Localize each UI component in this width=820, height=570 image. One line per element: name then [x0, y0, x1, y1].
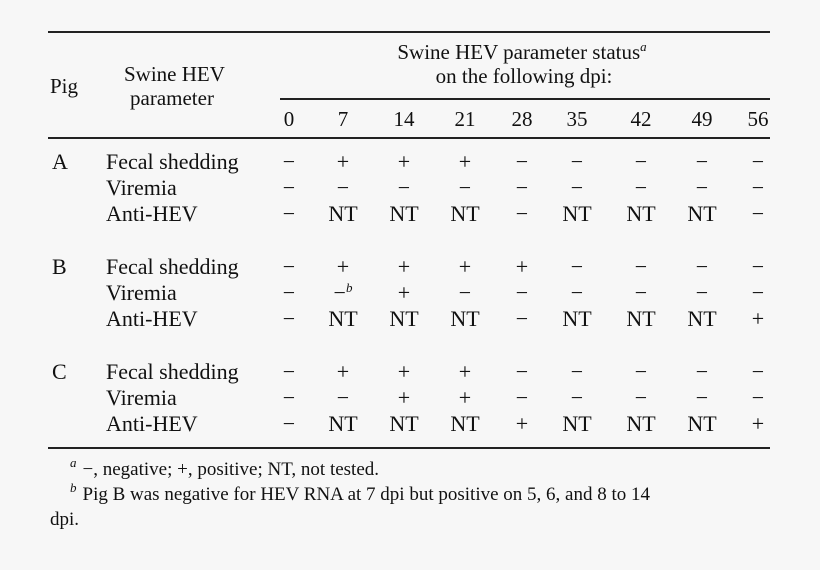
table-cell — [398, 176, 410, 200]
dpi-header-cell: 28 — [511, 107, 533, 131]
dpi-header-cell: 21 — [454, 107, 476, 131]
table-cell — [337, 360, 349, 384]
cell-value: − — [695, 385, 709, 410]
table-cell — [283, 386, 295, 410]
table-cell — [562, 202, 591, 226]
table-cell — [571, 281, 583, 305]
cell-value: + — [397, 280, 411, 305]
cell-value: − — [751, 359, 765, 384]
cell-value: NT — [450, 411, 480, 436]
table-cell — [571, 386, 583, 410]
table-cell — [459, 386, 471, 410]
table-cell — [752, 360, 764, 384]
cell-value: + — [336, 149, 350, 174]
cell-value: − — [751, 175, 765, 200]
cell-value: − — [570, 385, 584, 410]
header-parameter-line1: Swine HEV — [124, 62, 225, 86]
table-cell — [283, 281, 295, 305]
table-cell — [328, 412, 357, 436]
table-cell — [334, 281, 353, 308]
cell-value: − — [515, 306, 529, 331]
pig-label: A — [52, 149, 68, 174]
top-rule — [48, 31, 770, 33]
table-cell — [571, 360, 583, 384]
header-parameter-line2: parameter — [130, 86, 214, 110]
table-cell — [328, 202, 357, 226]
table-cell — [459, 255, 471, 279]
cell-value: NT — [687, 201, 717, 226]
parameter-label: Viremia — [106, 175, 177, 200]
cell-value: − — [751, 149, 765, 174]
table-cell — [635, 360, 647, 384]
table-cell — [398, 281, 410, 305]
cell-value: NT — [687, 411, 717, 436]
table-cell — [696, 176, 708, 200]
table-cell — [328, 307, 357, 331]
cell-value: − — [515, 175, 529, 200]
cell-value: + — [336, 254, 350, 279]
footnote — [70, 455, 380, 483]
cell-value: − — [333, 280, 346, 305]
cell-value: NT — [389, 411, 419, 436]
cell-value: + — [751, 411, 765, 436]
parameter-label: Anti-HEV — [106, 201, 198, 226]
cell-value: NT — [389, 306, 419, 331]
cell-value: + — [336, 359, 350, 384]
parameter-label: Anti-HEV — [106, 306, 198, 331]
table-cell — [696, 255, 708, 279]
table-cell — [626, 412, 655, 436]
table-cell — [635, 386, 647, 410]
dpi-header-cell: 14 — [393, 107, 415, 131]
table-cell — [635, 281, 647, 305]
status-rule — [280, 98, 770, 100]
cell-value: − — [570, 149, 584, 174]
table-cell — [283, 202, 295, 226]
footnote — [70, 480, 650, 508]
cell-value: − — [634, 149, 648, 174]
table-cell — [459, 360, 471, 384]
table-cell — [562, 307, 591, 331]
header-status-line1: Swine HEV parameter status$^a$ — [397, 39, 647, 64]
cell-value: NT — [389, 201, 419, 226]
table-cell — [283, 255, 295, 279]
table-cell — [398, 386, 410, 410]
parameter-label: Anti-HEV — [106, 411, 198, 436]
table-cell — [459, 150, 471, 174]
table-cell — [283, 307, 295, 331]
cell-value: NT — [450, 306, 480, 331]
cell-value: − — [515, 201, 529, 226]
table-cell — [687, 412, 716, 436]
cell-value: − — [570, 175, 584, 200]
table-cell — [752, 255, 764, 279]
table-cell — [516, 176, 528, 200]
table-cell — [398, 360, 410, 384]
table-cell — [283, 360, 295, 384]
cell-value: NT — [328, 306, 358, 331]
dpi-header-cell: 35 — [566, 107, 588, 131]
cell-value: + — [458, 359, 472, 384]
table-cell — [389, 412, 418, 436]
cell-value: − — [282, 175, 296, 200]
cell-value: − — [634, 385, 648, 410]
cell-value: − — [282, 306, 296, 331]
cell-value: − — [570, 359, 584, 384]
table-cell — [562, 412, 591, 436]
header-pig: Pig — [50, 74, 79, 98]
cell-value: NT — [450, 201, 480, 226]
dpi-header-cell: 0 — [283, 107, 295, 131]
table-cell — [687, 307, 716, 331]
cell-value: − — [515, 149, 529, 174]
bottom-rule — [48, 447, 770, 449]
table-cell — [696, 281, 708, 305]
table-cell — [626, 202, 655, 226]
cell-value: NT — [626, 306, 656, 331]
parameter-label: Viremia — [106, 385, 177, 410]
footnote — [50, 508, 79, 532]
table-cell — [389, 307, 418, 331]
cell-value: NT — [562, 411, 592, 436]
table-cell — [516, 150, 528, 174]
table-cell — [752, 307, 764, 331]
table-cell — [752, 150, 764, 174]
table-cell — [635, 150, 647, 174]
cell-value: + — [751, 306, 765, 331]
table-cell — [752, 202, 764, 226]
table-cell — [450, 307, 479, 331]
cell-value: NT — [562, 306, 592, 331]
table-cell — [571, 255, 583, 279]
table-cell — [459, 281, 471, 305]
table-cell — [635, 255, 647, 279]
footnote-mark: b — [345, 280, 353, 295]
table-cell — [337, 176, 349, 200]
table-cell — [687, 202, 716, 226]
cell-value: + — [458, 385, 472, 410]
table-cell — [516, 281, 528, 305]
cell-value: − — [515, 359, 529, 384]
cell-value: + — [458, 149, 472, 174]
cell-value: NT — [328, 411, 358, 436]
table-cell — [696, 386, 708, 410]
table-cell — [516, 307, 528, 331]
cell-value: − — [282, 411, 296, 436]
cell-value: + — [397, 149, 411, 174]
cell-value: + — [515, 254, 529, 279]
cell-value: NT — [687, 306, 717, 331]
table-cell — [635, 176, 647, 200]
table-cell — [398, 255, 410, 279]
cell-value: + — [397, 359, 411, 384]
table-cell — [337, 150, 349, 174]
cell-value: − — [515, 280, 529, 305]
cell-value: − — [695, 280, 709, 305]
table-cell — [571, 150, 583, 174]
cell-value: − — [336, 385, 350, 410]
cell-value: − — [515, 385, 529, 410]
footnote-text: −, negative; +, positive; NT, not tested. — [82, 459, 380, 480]
cell-value: − — [695, 149, 709, 174]
cell-value: − — [570, 280, 584, 305]
pig-label: C — [52, 359, 67, 384]
table-cell — [752, 176, 764, 200]
cell-value: − — [751, 254, 765, 279]
table-cell — [283, 176, 295, 200]
table-cell — [752, 281, 764, 305]
cell-value: − — [282, 201, 296, 226]
cell-value: − — [634, 175, 648, 200]
cell-value: + — [397, 385, 411, 410]
footnote-text: dpi. — [50, 509, 80, 530]
cell-value: − — [751, 385, 765, 410]
cell-value: NT — [626, 201, 656, 226]
footnote-mark: a — [70, 455, 77, 470]
table-cell — [337, 386, 349, 410]
dpi-header-cell: 7 — [337, 107, 349, 131]
cell-value: − — [695, 359, 709, 384]
table-cell — [516, 360, 528, 384]
cell-value: − — [634, 280, 648, 305]
cell-value: − — [634, 359, 648, 384]
table-cell — [626, 307, 655, 331]
table-cell — [516, 412, 528, 436]
parameter-label: Viremia — [106, 280, 177, 305]
table-cell — [337, 255, 349, 279]
parameter-label: Fecal shedding — [106, 359, 239, 384]
cell-value: − — [282, 385, 296, 410]
cell-value: − — [282, 280, 296, 305]
table-cell — [398, 150, 410, 174]
pig-label: B — [52, 254, 67, 279]
cell-value: − — [282, 359, 296, 384]
table-cell — [752, 412, 764, 436]
table-cell — [389, 202, 418, 226]
table-cell — [696, 360, 708, 384]
cell-value: − — [695, 175, 709, 200]
cell-value: − — [458, 280, 472, 305]
cell-value: − — [458, 175, 472, 200]
table-cell — [696, 150, 708, 174]
table-cell — [283, 412, 295, 436]
table-cell — [752, 386, 764, 410]
footnote-mark: b — [70, 480, 77, 495]
cell-value: − — [397, 175, 411, 200]
cell-value: + — [458, 254, 472, 279]
table-cell — [516, 255, 528, 279]
cell-value: NT — [562, 201, 592, 226]
table-cell — [516, 202, 528, 226]
dpi-header-cell: 49 — [691, 107, 713, 131]
table-cell — [459, 176, 471, 200]
table-cell — [516, 386, 528, 410]
dpi-header-cell: 42 — [630, 107, 652, 131]
table-cell — [571, 176, 583, 200]
cell-value: − — [570, 254, 584, 279]
table-cell — [450, 202, 479, 226]
table-cell — [283, 150, 295, 174]
cell-value: − — [282, 254, 296, 279]
cell-value: − — [336, 175, 350, 200]
header-rule — [48, 137, 770, 139]
header-status-line2: on the following dpi: — [435, 64, 613, 88]
cell-value: − — [282, 149, 296, 174]
footnote-text: Pig B was negative for HEV RNA at 7 dpi but positive on 5, 6, and 8 to 14 — [82, 484, 650, 505]
parameter-label: Fecal shedding — [106, 254, 239, 279]
cell-value: + — [397, 254, 411, 279]
cell-value: − — [751, 280, 765, 305]
cell-value: − — [751, 201, 765, 226]
cell-value: NT — [626, 411, 656, 436]
cell-value: NT — [328, 201, 358, 226]
table-cell — [450, 412, 479, 436]
dpi-header-cell: 56 — [747, 107, 769, 131]
cell-value: − — [634, 254, 648, 279]
cell-value: + — [515, 411, 529, 436]
cell-value: − — [695, 254, 709, 279]
parameter-label: Fecal shedding — [106, 149, 239, 174]
footnote-mark: a — [640, 39, 647, 54]
